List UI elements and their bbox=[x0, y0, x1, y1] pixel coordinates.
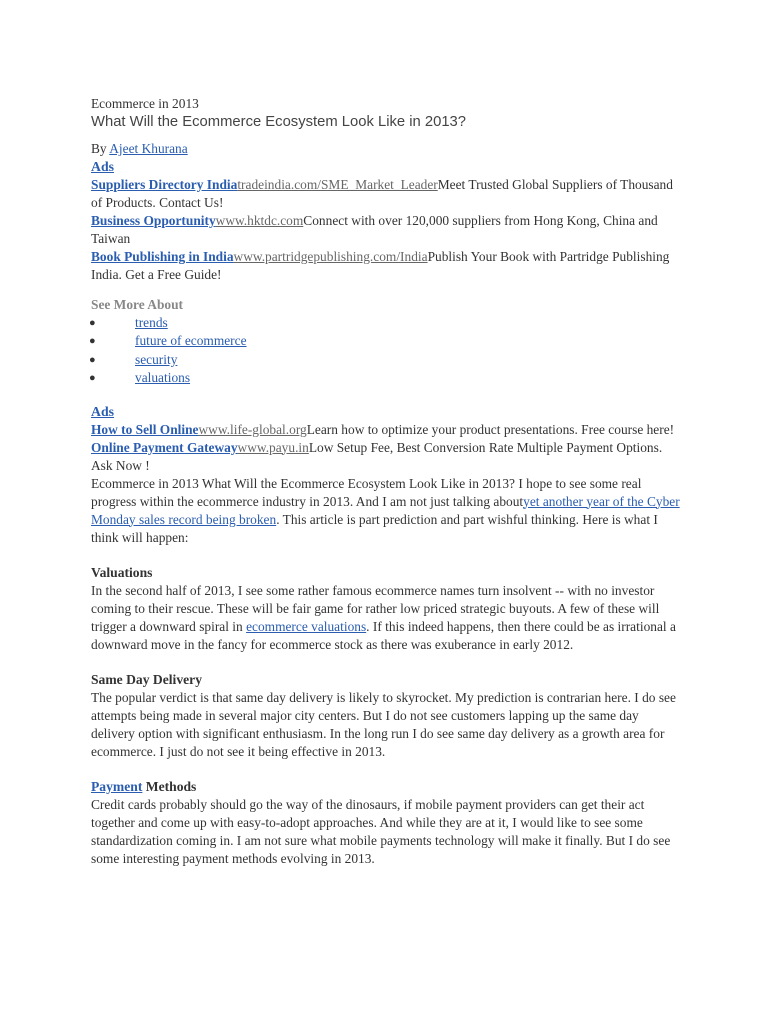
ad-text: Meet Trusted Global Suppliers of Thousand of Products. Contact Us! bbox=[91, 177, 673, 210]
topic-link-trends[interactable]: trends bbox=[135, 315, 168, 330]
ad-url-link[interactable]: tradeindia.com/SME_Market_Leader bbox=[237, 177, 438, 192]
valuations-text-a: In the second half of 2013, I see some rather famous ecommerce names turn insolvent -- with no investor coming to their rescue. These will be fair game for rather low priced strategic buyouts. A few of these will trigger a downward spiral in bbox=[91, 582, 660, 634]
ad-item bbox=[91, 421, 683, 439]
intro-paragraph bbox=[91, 475, 683, 547]
article-headline: What Will the Ecommerce Ecosystem Look Like in 2013? bbox=[91, 114, 467, 130]
topic-list bbox=[91, 314, 683, 388]
topic-item bbox=[91, 332, 683, 350]
topic-item bbox=[91, 314, 683, 332]
topic-link-valuations[interactable]: valuations bbox=[135, 370, 191, 386]
ad-url-link[interactable]: www.payu.in bbox=[237, 439, 309, 455]
valuations-paragraph bbox=[91, 582, 683, 654]
bullet-icon: ● bbox=[89, 335, 96, 348]
ad-title-link[interactable]: How to Sell Online bbox=[91, 421, 199, 437]
author-link[interactable]: Ajeet Khurana bbox=[109, 141, 188, 156]
article-page bbox=[91, 95, 683, 868]
ecommerce-valuations-link[interactable]: ecommerce valuations bbox=[246, 618, 367, 634]
ad-text: Learn how to optimize your product presentations. Free course here! bbox=[306, 421, 675, 437]
bullet-icon: ● bbox=[89, 317, 96, 329]
payment-paragraph: Credit cards probably should go the way of the dinosaurs, if mobile payment providers can get their act together and come up with easy-to-adopt approaches. And while they are at it, I would like to see some standardization coming in. I am not sure what mobile payments technology will make it finally. But I do see some interesting payment methods evolving in 2013. bbox=[91, 796, 671, 866]
ad-url-link[interactable]: www.hktdc.com bbox=[215, 213, 304, 228]
ads-section-top bbox=[91, 158, 683, 284]
ad-title-link[interactable]: Business Opportunity bbox=[91, 213, 216, 228]
ad-title-link[interactable]: Book Publishing in India bbox=[91, 249, 234, 264]
ad-title-link[interactable]: Online Payment Gateway bbox=[91, 439, 238, 455]
section-heading-valuations: Valuations bbox=[91, 564, 153, 580]
article-kicker: Ecommerce in 2013 bbox=[91, 96, 199, 111]
payment-heading-rest: Methods bbox=[142, 778, 197, 794]
ads-heading: Ads bbox=[91, 159, 115, 174]
ad-item bbox=[91, 176, 683, 212]
topic-item bbox=[91, 351, 683, 369]
ad-text: Publish Your Book with Partridge Publishing India. Get a Free Guide! bbox=[91, 249, 670, 282]
intro-text-b: . This article is part prediction and part wishful thinking. Here is what I think will happen: bbox=[91, 511, 658, 545]
valuations-text-b: . If this indeed happens, then there could be as irrational a downward move in the fancy for ecommerce stock as there was exuberance in early 2012. bbox=[91, 618, 676, 652]
cyber-monday-link[interactable]: yet another year of the Cyber Monday sales record being broken bbox=[91, 493, 680, 527]
ad-text: Connect with over 120,000 suppliers from Hong Kong, China and Taiwan bbox=[91, 213, 658, 246]
section-heading-payment-methods bbox=[91, 778, 683, 796]
topic-item bbox=[91, 369, 683, 387]
ad-item bbox=[91, 248, 683, 284]
section-heading-same-day-delivery: Same Day Delivery bbox=[91, 671, 202, 687]
topic-link-security[interactable]: security bbox=[135, 351, 178, 367]
ad-url-link[interactable]: www.life-global.org bbox=[198, 421, 307, 437]
ad-url-link[interactable]: www.partridgepublishing.com/India bbox=[233, 249, 428, 264]
topic-link-future-of-ecommerce[interactable]: future of ecommerce bbox=[135, 333, 247, 349]
ad-item bbox=[91, 439, 683, 475]
ads-section-bottom bbox=[91, 403, 683, 475]
byline-prefix: By bbox=[91, 141, 110, 156]
ad-text: Low Setup Fee, Best Conversion Rate Multiple Payment Options. Ask Now ! bbox=[91, 439, 663, 473]
byline bbox=[91, 140, 683, 158]
ad-item bbox=[91, 212, 683, 248]
bullet-icon: ● bbox=[89, 353, 96, 366]
see-more-label: See More About bbox=[91, 297, 183, 312]
bullet-icon: ● bbox=[89, 372, 96, 385]
ad-title-link[interactable]: Suppliers Directory India bbox=[91, 177, 238, 192]
same-day-paragraph: The popular verdict is that same day delivery is likely to skyrocket. My prediction is contrarian here. I do see attempts being made in several major city centers. But I do not see customers lapping up the same day delivery option with significant enthusiasm. In the long run I do see same day delivery as a growth area for ecommerce. I just do not see it being effective in 2013. bbox=[91, 689, 676, 759]
payment-link[interactable]: Payment bbox=[91, 778, 143, 794]
ads-heading: Ads bbox=[91, 403, 115, 419]
intro-text-a: Ecommerce in 2013 What Will the Ecommerce Ecosystem Look Like in 2013? I hope to see some real progress within the ecommerce industry in 2013. And I am not just talking about bbox=[91, 475, 642, 509]
